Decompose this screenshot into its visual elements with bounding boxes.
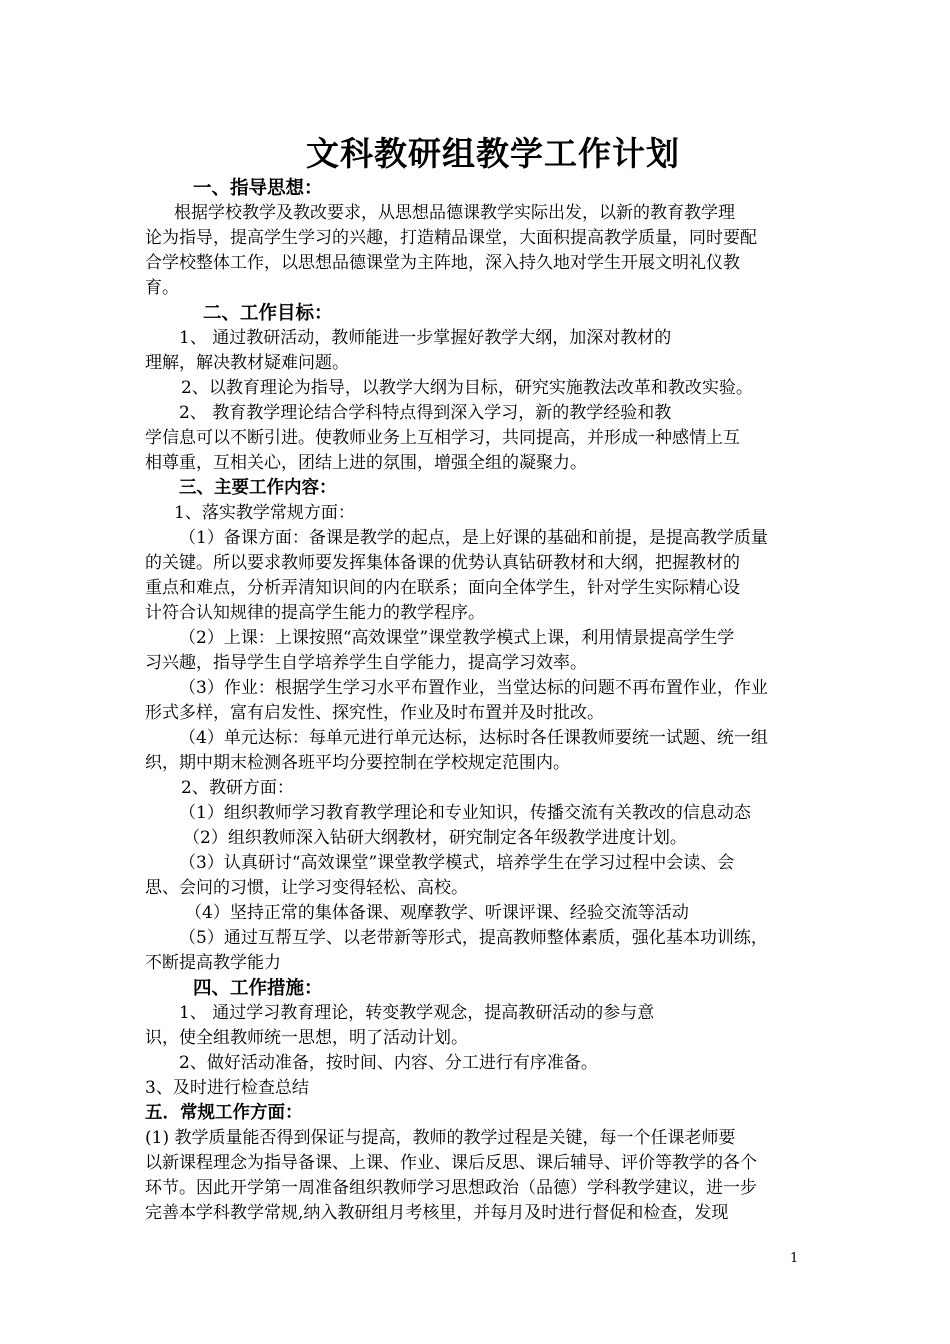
paragraph-line: 的关键。所以要求教师要发挥集体备课的优势认真钻研教材和大纲，把握教材的 (145, 553, 740, 573)
paragraph-line: 学信息可以不断引进。使教师业务上互相学习，共同提高，并形成一种感情上互 (145, 428, 740, 448)
paragraph-line: （1）组织教师学习教育教学理论和专业知识，传播交流有关教改的信息动态 (179, 803, 751, 823)
paragraph-line: 形式多样，富有启发性、探究性，作业及时布置并及时批改。 (145, 703, 604, 723)
paragraph-line: 不断提高教学能力 (145, 953, 281, 973)
paragraph-line: 重点和难点，分析弄清知识间的内在联系；面向全体学生，针对学生实际精心设 (145, 578, 740, 598)
paragraph-line: 育。 (145, 278, 179, 298)
document-title: 文科教研组教学工作计划 (306, 134, 680, 173)
paragraph-line: 完善本学科教学常规,纳入教研组月考核里，并每月及时进行督促和检查，发现 (145, 1203, 729, 1223)
paragraph-line: （3）作业：根据学生学习水平布置作业，当堂达标的问题不再布置作业，作业 (179, 678, 768, 698)
paragraph-line: 以新课程理念为指导备课、上课、作业、课后反思、课后辅导、评价等教学的各个 (145, 1153, 757, 1173)
paragraph-line: 识，使全组教师统一思想，明了活动计划。 (145, 1028, 468, 1048)
paragraph-line: （2）上课：上课按照“高效课堂”课堂教学模式上课，利用情景提高学生学 (179, 628, 735, 648)
paragraph-line: 环节。因此开学第一周准备组织教师学习思想政治（品德）学科教学建议，进一步 (145, 1178, 757, 1198)
paragraph-line: 根据学校教学及教改要求，从思想品德课教学实际出发，以新的教育教学理 (174, 203, 735, 223)
paragraph-line: （5）通过互帮互学、以老带新等形式，提高教师整体素质，强化基本功训练， (179, 928, 768, 948)
paragraph-line: （2）组织教师深入钻研大纲教材，研究制定各年级教学进度计划。 (183, 828, 687, 848)
paragraph-line: (1) 教学质量能否得到保证与提高，教师的教学过程是关键，每一个任课老师要 (145, 1128, 736, 1148)
paragraph-line: （1）备课方面：备课是教学的起点，是上好课的基础和前提，是提高教学质量 (179, 528, 768, 548)
paragraph-line: （4）单元达标：每单元进行单元达标，达标时各任课教师要统一试题、统一组 (179, 728, 768, 748)
paragraph-line: 计符合认知规律的提高学生能力的教学程序。 (145, 603, 485, 623)
paragraph-line: 织，期中期末检测各班平均分要控制在学校规定范围内。 (145, 753, 570, 773)
paragraph-line: 理解，解决教材疑难问题。 (145, 353, 349, 373)
paragraph-line: 1、落实教学常规方面： (174, 503, 355, 523)
paragraph-line: 2、以教育理论为指导，以教学大纲为目标，研究实施教法改革和教改实验。 (181, 378, 753, 398)
page-number: 1 (790, 1251, 799, 1266)
heading-work-goals: 二、工作目标： (203, 303, 333, 324)
paragraph-line: 1、 通过教研活动，教师能进一步掌握好教学大纲，加深对教材的 (179, 328, 672, 348)
paragraph-line: 2、 教育教学理论结合学科特点得到深入学习，新的教学经验和教 (179, 403, 672, 423)
paragraph-line: （4）坚持正常的集体备课、观摩教学、听课评课、经验交流等活动 (185, 903, 689, 923)
paragraph-line: 1、 通过学习教育理论，转变教学观念，提高教研活动的参与意 (179, 1003, 655, 1023)
document-body (145, 176, 810, 1226)
heading-guiding-thought: 一、指导思想： (193, 178, 323, 199)
heading-work-measures: 四、工作措施： (193, 978, 323, 999)
paragraph-line: 合学校整体工作，以思想品德课堂为主阵地，深入持久地对学生开展文明礼仪教 (145, 253, 740, 273)
paragraph-line: （3）认真研讨“高效课堂”课堂教学模式，培养学生在学习过程中会读、会 (179, 853, 735, 873)
paragraph-line: 3、及时进行检查总结 (145, 1078, 309, 1098)
paragraph-line: 2、做好活动准备，按时间、内容、分工进行有序准备。 (179, 1053, 598, 1073)
paragraph-line: 相尊重，互相关心，团结上进的氛围，增强全组的凝聚力。 (145, 453, 587, 473)
paragraph-line: 习兴趣，指导学生自学培养学生自学能力，提高学习效率。 (145, 653, 587, 673)
heading-routine-work: 五．常规工作方面： (145, 1103, 303, 1123)
heading-main-content: 三、主要工作内容： (179, 478, 337, 498)
paragraph-line: 2、教研方面： (181, 778, 294, 798)
paragraph-line: 论为指导，提高学生学习的兴趣，打造精品课堂，大面积提高教学质量，同时要配 (145, 228, 757, 248)
paragraph-line: 思、会问的习惯，让学习变得轻松、高校。 (145, 878, 468, 898)
